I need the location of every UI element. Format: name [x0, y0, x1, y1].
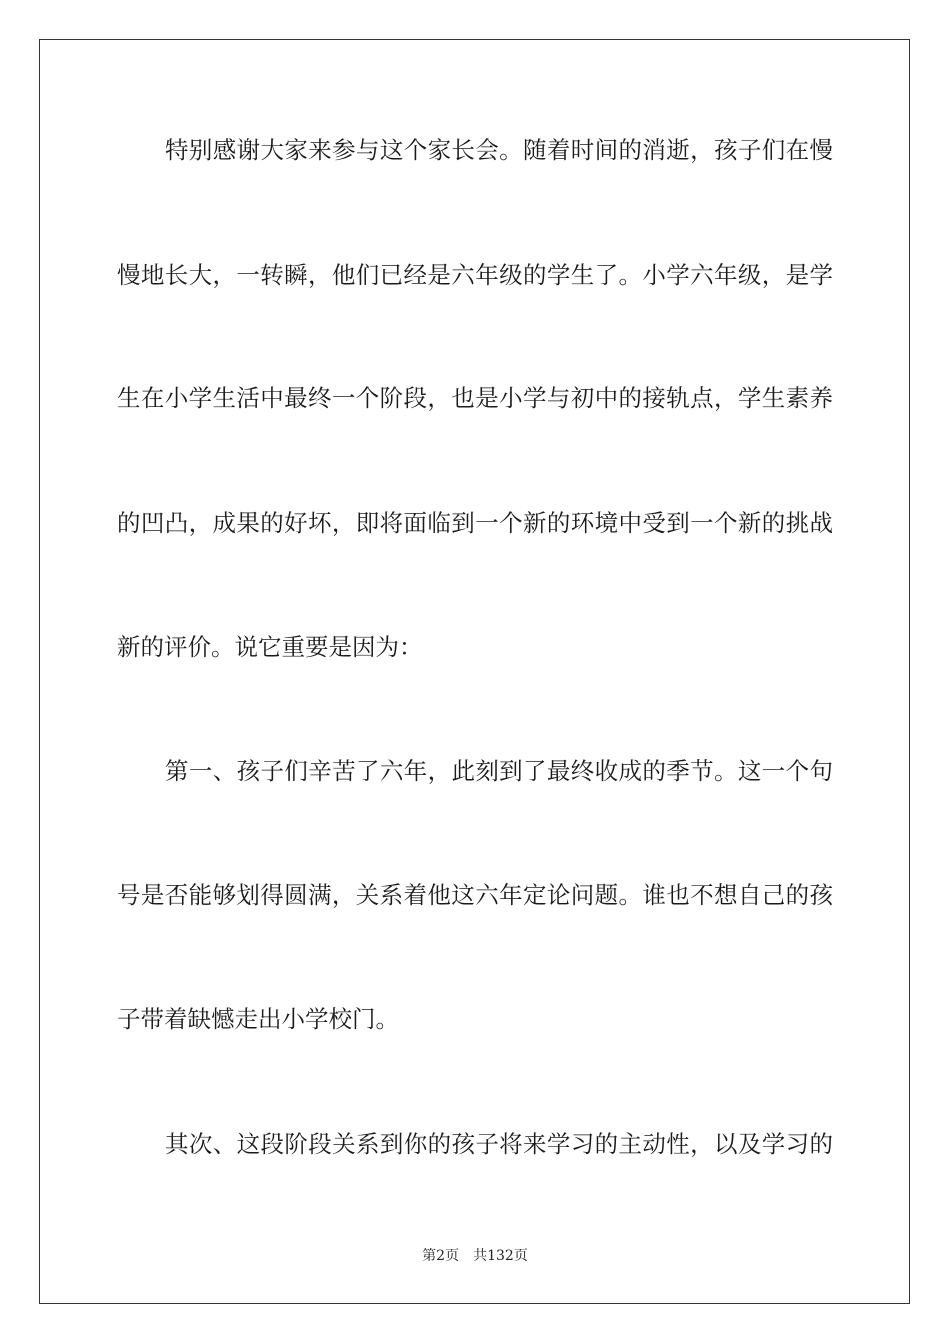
page-footer: [0, 1246, 950, 1266]
page-border: [39, 39, 910, 1304]
body-text-line: 号是否能够划得圆满，关系着他这六年定论问题。谁也不想自己的孩: [117, 881, 833, 909]
body-text-line: 第一、孩子们辛苦了六年，此刻到了最终收成的季节。这一个句: [165, 757, 833, 785]
body-text-line: 的凹凸，成果的好坏，即将面临到一个新的环境中受到一个新的挑战: [117, 509, 833, 537]
body-text-line: 其次、这段阶段关系到你的孩子将来学习的主动性，以及学习的: [165, 1130, 833, 1158]
body-text-line: 生在小学生活中最终一个阶段，也是小学与初中的接轨点，学生素养: [117, 384, 833, 412]
page-total: 共132页: [473, 1248, 528, 1264]
body-text-line: 子带着缺憾走出小学校门。: [117, 1005, 399, 1033]
body-text-line: 慢地长大，一转瞬，他们已经是六年级的学生了。小学六年级，是学: [117, 261, 833, 289]
page-number: 第2页: [422, 1248, 460, 1264]
body-text-line: 特别感谢大家来参与这个家长会。随着时间的消逝，孩子们在慢: [165, 136, 833, 164]
body-text-line: 新的评价。说它重要是因为：: [117, 633, 423, 661]
